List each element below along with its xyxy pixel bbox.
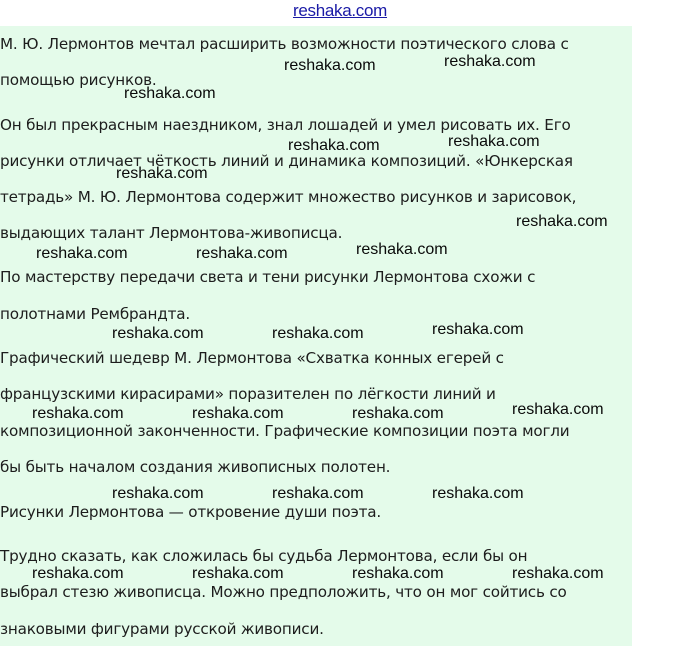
watermark: reshaka.com: [272, 485, 364, 502]
text-line: выдающих талант Лермонтова-живописца.: [0, 224, 343, 242]
text-line: помощью рисунков.: [0, 71, 157, 89]
watermark: reshaka.com: [192, 565, 284, 582]
watermark: reshaka.com: [112, 485, 204, 502]
watermark: reshaka.com: [352, 405, 444, 422]
watermark: reshaka.com: [448, 133, 540, 150]
watermark: reshaka.com: [432, 485, 524, 502]
text-line: выбрал стезю живописца. Можно предположить, что он мог сойтись со: [0, 583, 567, 601]
text-line: Графический шедевр М. Лермонтова «Схватка конных егерей с: [0, 349, 504, 367]
text-line: бы быть началом создания живописных полотен.: [0, 458, 391, 476]
watermark: reshaka.com: [272, 325, 364, 342]
site-logo-link[interactable]: reshaka.com: [292, 1, 388, 20]
watermark: reshaka.com: [444, 53, 536, 70]
watermark: reshaka.com: [32, 405, 124, 422]
text-line: рисунки отличает чёткость линий и динамика композиций. «Юнкерская: [0, 152, 573, 170]
watermark: reshaka.com: [36, 245, 128, 262]
text-line: По мастерству передачи света и тени рисунки Лермонтова схожи с: [0, 268, 536, 286]
watermark: reshaka.com: [516, 213, 608, 230]
text-line: Трудно сказать, как сложилась бы судьба Лермонтова, если бы он: [0, 547, 528, 565]
watermark: reshaka.com: [196, 245, 288, 262]
watermark: reshaka.com: [124, 85, 216, 102]
text-line: тетрадь» М. Ю. Лермонтова содержит множество рисунков и зарисовок,: [0, 188, 577, 206]
text-line: М. Ю. Лермонтов мечтал расширить возможности поэтического слова с: [0, 35, 569, 53]
watermark: reshaka.com: [116, 165, 208, 182]
watermark: reshaka.com: [356, 241, 448, 258]
watermark: reshaka.com: [512, 401, 604, 418]
text-line: знаковыми фигурами русской живописи.: [0, 620, 324, 638]
watermark: reshaka.com: [32, 565, 124, 582]
watermark: reshaka.com: [352, 565, 444, 582]
text-line: полотнами Рембрандта.: [0, 305, 190, 323]
watermark: reshaka.com: [284, 57, 376, 74]
text-line: французскими кирасирами» поразителен по лёгкости линий и: [0, 385, 496, 403]
text-line: Рисунки Лермонтова — откровение души поэта.: [0, 503, 382, 521]
text-line: композиционной законченности. Графические композиции поэта могли: [0, 422, 570, 440]
text-line: Он был прекрасным наездником, знал лошадей и умел рисовать их. Его: [0, 116, 571, 134]
watermark: reshaka.com: [192, 405, 284, 422]
watermark: reshaka.com: [432, 321, 524, 338]
watermark: reshaka.com: [288, 137, 380, 154]
watermark: reshaka.com: [512, 565, 604, 582]
watermark: reshaka.com: [112, 325, 204, 342]
